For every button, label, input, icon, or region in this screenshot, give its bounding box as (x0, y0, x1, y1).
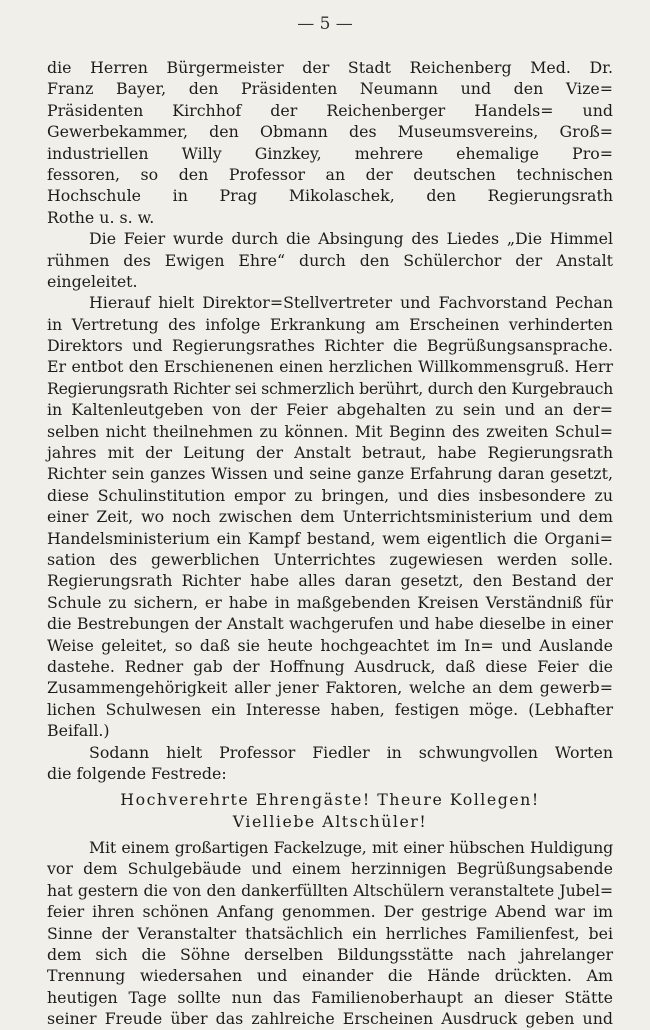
text-line: seiner Freude über das zahlreiche Erscheinen Ausdruck geben und (47, 1009, 613, 1029)
text-line: Hochschule in Prag Mikolaschek, den Regierungsrath (47, 186, 613, 206)
text-line: eingeleitet. (47, 271, 138, 291)
text-line: selben nicht theilnehmen zu können. Mit Beginn des zweiten Schul= (47, 421, 613, 441)
text-line: rühmen des Ewigen Ehre“ durch den Schülerchor der Anstalt (47, 250, 613, 270)
text-line: Beifall.) (47, 721, 110, 741)
text-line: Schule zu sichern, er habe in maßgebenden Kreisen Verständniß für (47, 592, 613, 612)
text-line: Richter sein ganzes Wissen und seine ganze Erfahrung daran gesetzt, (47, 464, 613, 484)
page-number: — 5 — (297, 14, 353, 34)
text-line: Sodann hielt Professor Fiedler in schwungvollen Worten (89, 742, 613, 762)
text-line: die folgende Festrede: (47, 763, 227, 783)
text-line: sation des gewerblichen Unterrichtes zugewiesen werden solle. (47, 549, 613, 569)
text-line: in Vertretung des infolge Erkrankung am Erscheinen verhinderten (47, 314, 613, 334)
text-line: Hierauf hielt Direktor=Stellvertreter und Fachvorstand Pechan (89, 293, 613, 313)
text-line: fessoren, so den Professor an der deutschen technischen (47, 164, 613, 184)
text-line: Regierungsrath Richter sei schmerzlich berührt, durch den Kurgebrauch (47, 378, 613, 398)
text-line: Mit einem großartigen Fackelzuge, mit einer hübschen Huldigung (89, 838, 613, 858)
text-line: dastehe. Redner gab der Hoffnung Ausdruck, daß diese Feier die (47, 656, 613, 676)
text-line: lichen Schulwesen ein Interesse haben, festigen möge. (Lebhafter (47, 699, 613, 719)
text-line: industriellen Willy Ginzkey, mehrere ehemalige Pro= (47, 143, 613, 163)
text-line: hat gestern die von den dankerfüllten Altschülern veranstaltete Jubel= (47, 880, 613, 900)
text-line: Regierungsrath Richter habe alles daran gesetzt, den Bestand der (47, 571, 613, 591)
body-text (47, 57, 613, 1030)
text-line: in Kaltenleutgeben von der Feier abgehalten zu sein und an der= (47, 400, 613, 420)
text-line: Handelsministerium ein Kampf bestand, wem eigentlich die Organi= (47, 528, 613, 548)
text-line: Präsidenten Kirchhof der Reichenberger Handels= und (47, 100, 613, 120)
text-line: dem sich die Söhne derselben Bildungsstätte nach jahrelanger (47, 945, 613, 965)
text-line: vor dem Schulgebäude und einem herzinnigen Begrüßungsabende (47, 859, 613, 879)
text-line: Sinne der Veranstalter thatsächlich ein herrliches Familienfest, bei (47, 923, 613, 943)
text-line: Direktors und Regierungsrathes Richter die Begrüßungsansprache. (47, 336, 613, 356)
text-line: feier ihren schönen Anfang genommen. Der gestrige Abend war im (47, 902, 613, 922)
text-line: Die Feier wurde durch die Absingung des Liedes „Die Himmel (89, 229, 613, 249)
text-line: jahres mit der Leitung der Anstalt betraut, habe Regierungsrath (47, 443, 613, 463)
text-line: die Bestrebungen der Anstalt wachgerufen und habe dieselbe in einer (47, 614, 613, 634)
text-line: Er entbot den Erschienenen einen herzlichen Willkommensgruß. Herr (47, 357, 613, 377)
text-line: Franz Bayer, den Präsidenten Neumann und den Vize= (47, 79, 613, 99)
text-line: Zusammengehörigkeit aller jener Faktoren, welche an dem gewerb= (47, 678, 613, 698)
text-line: Trennung wiedersahen und einander die Hände drückten. Am (47, 966, 613, 986)
text-line: Weise geleitet, so daß sie heute hochgeachtet im In= und Auslande (47, 635, 613, 655)
text-line: Rothe u. s. w. (47, 207, 155, 227)
text-line: die Herren Bürgermeister der Stadt Reichenberg Med. Dr. (47, 58, 613, 77)
text-line: heutigen Tage sollte nun das Familienoberhaupt an dieser Stätte (47, 987, 613, 1007)
text-line: einer Zeit, wo noch zwischen dem Unterrichtsministerium und dem (47, 507, 613, 527)
text-line: Gewerbekammer, den Obmann des Museumsvereins, Groß= (47, 122, 613, 142)
text-line: diese Schulinstitution empor zu bringen, und dies insbesondere zu (47, 485, 613, 505)
speech-salutation: Hochverehrte Ehrengäste! Theure Kollegen! (120, 790, 540, 810)
speech-salutation: Vielliebe Altschüler! (232, 811, 428, 831)
